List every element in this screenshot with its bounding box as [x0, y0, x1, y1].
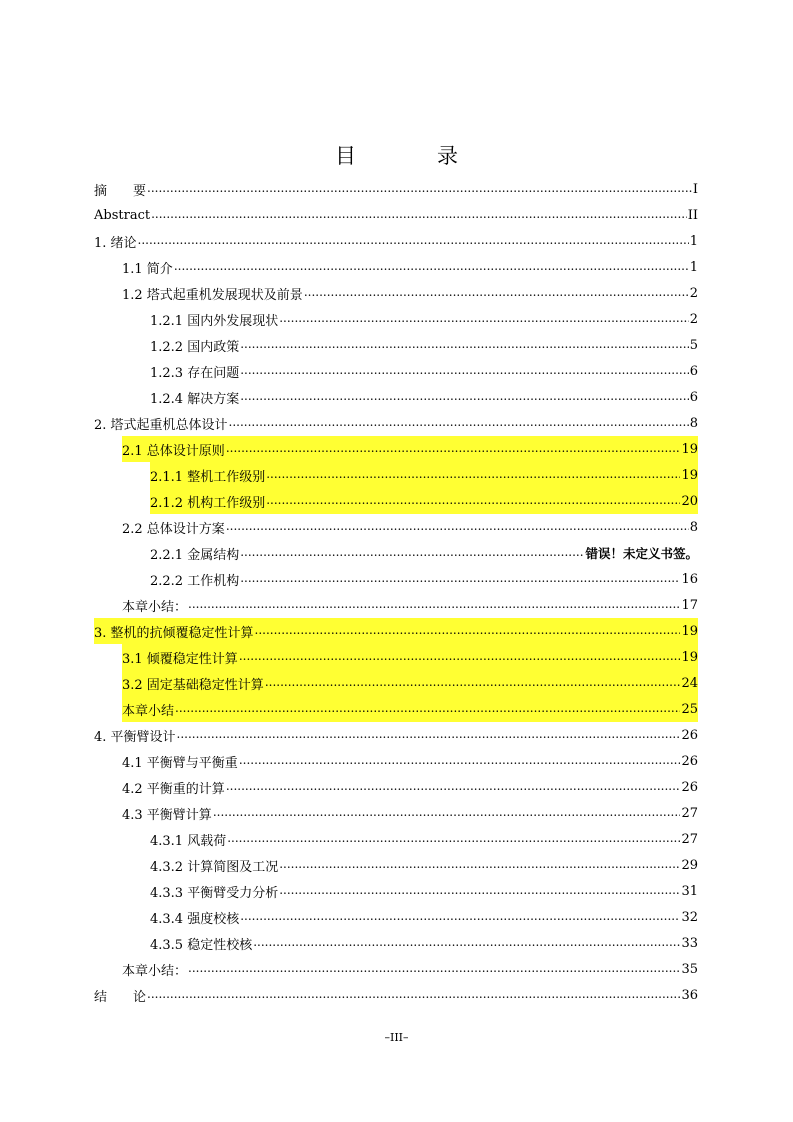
toc-entry-page: 32 — [681, 909, 698, 925]
toc-entry-page: 19 — [681, 441, 698, 457]
toc-entry-page: 24 — [681, 675, 698, 691]
toc-leader-dots — [226, 514, 689, 540]
toc-leader-dots — [226, 436, 681, 462]
toc-leader-dots — [239, 748, 681, 774]
toc-entry-page: 6 — [689, 389, 698, 405]
toc-leader-dots — [279, 852, 680, 878]
toc-entry-page: I — [692, 181, 698, 197]
toc-entry-page: 5 — [689, 337, 698, 353]
toc-entry-label: 4.3.2 计算简图及工况 — [150, 859, 279, 875]
toc-entry[interactable] — [150, 384, 698, 410]
toc-entry-page: 20 — [681, 493, 698, 509]
page-number: –III– — [384, 1031, 409, 1044]
toc-leader-dots — [266, 488, 680, 514]
toc-entry[interactable] — [94, 202, 698, 228]
toc-entry[interactable] — [150, 306, 698, 332]
toc-entry-label: 2. 塔式起重机总体设计 — [94, 417, 228, 433]
toc-entry[interactable] — [94, 618, 698, 644]
toc-entry-page: 26 — [681, 779, 698, 795]
toc-entry-page: 26 — [681, 727, 698, 743]
toc-leader-dots — [229, 410, 689, 436]
toc-leader-dots — [174, 254, 689, 280]
toc-entry-label: 4.3.4 强度校核 — [150, 911, 240, 927]
toc-entry-label: 4. 平衡臂设计 — [94, 729, 176, 745]
toc-entry-page: 2 — [689, 285, 698, 301]
toc-entry-page: 6 — [689, 363, 698, 379]
toc-entry[interactable] — [94, 982, 698, 1008]
toc-entry-page: 27 — [681, 831, 698, 847]
toc-entry-page: 19 — [681, 649, 698, 665]
toc-entry-label: 1.2.1 国内外发展现状 — [150, 313, 279, 329]
toc-entry-page: 8 — [689, 415, 698, 431]
toc-entry-label: 3.2 固定基础稳定性计算 — [122, 677, 264, 693]
toc-leader-dots — [240, 566, 680, 592]
toc-entry-label: 1.2.2 国内政策 — [150, 339, 240, 355]
toc-entry[interactable] — [122, 436, 698, 462]
toc-leader-dots — [240, 332, 689, 358]
toc-entry[interactable] — [150, 878, 698, 904]
toc-entry[interactable] — [94, 176, 698, 202]
toc-leader-dots — [240, 384, 689, 410]
toc-entry[interactable] — [122, 748, 698, 774]
toc-entry[interactable] — [150, 930, 698, 956]
toc-leader-dots — [240, 904, 680, 930]
toc-entry[interactable] — [122, 514, 698, 540]
toc-entry[interactable] — [122, 696, 698, 722]
toc-entry-label: 本章小结： — [122, 599, 188, 615]
toc-entry-page: 25 — [681, 701, 698, 717]
toc-entry[interactable] — [94, 410, 698, 436]
toc-entry[interactable] — [122, 644, 698, 670]
toc-entry-label: 3. 整机的抗倾覆稳定性计算 — [94, 625, 254, 641]
toc-entry[interactable] — [94, 722, 698, 748]
toc-entry-page: 27 — [681, 805, 698, 821]
toc-entry-page: 33 — [681, 935, 698, 951]
toc-leader-dots — [253, 930, 680, 956]
toc-entry-page: 36 — [681, 987, 698, 1003]
toc-leader-dots — [240, 358, 689, 384]
toc-leader-dots — [188, 592, 680, 618]
toc-entry-label: 1.2 塔式起重机发展现状及前景 — [122, 287, 303, 303]
toc-entry-page: 8 — [689, 519, 698, 535]
toc-entry[interactable] — [122, 592, 698, 618]
toc-entry-page: 35 — [681, 961, 698, 977]
toc-leader-dots — [240, 540, 584, 566]
toc-leader-dots — [265, 670, 681, 696]
toc-entry-label: 2.2.1 金属结构 — [150, 547, 240, 563]
toc-entry-label: 4.3.3 平衡臂受力分析 — [150, 885, 279, 901]
toc-entry[interactable] — [150, 488, 698, 514]
toc-entry-label: Abstract — [94, 207, 151, 223]
toc-entry-page: 1 — [689, 233, 698, 249]
toc-entry-label: 本章小结 — [122, 703, 175, 719]
toc-entry-label: 4.3.5 稳定性校核 — [150, 937, 253, 953]
toc-leader-dots — [188, 956, 680, 982]
toc-entry-label: 摘 要 — [94, 183, 147, 199]
toc-entry-label: 2.2.2 工作机构 — [150, 573, 240, 589]
toc-entry-label: 1.2.4 解决方案 — [150, 391, 240, 407]
toc-entry-label: 4.3 平衡臂计算 — [122, 807, 212, 823]
toc-entry-page: 19 — [681, 467, 698, 483]
toc-entry[interactable] — [94, 228, 698, 254]
toc-entry-label: 1.1 简介 — [122, 261, 173, 277]
toc-entry[interactable] — [150, 358, 698, 384]
toc-entry-page: 1 — [689, 259, 698, 275]
toc-leader-dots — [138, 228, 689, 254]
toc-entry[interactable] — [122, 956, 698, 982]
toc-entry[interactable] — [122, 800, 698, 826]
toc-entry-label: 4.1 平衡臂与平衡重 — [122, 755, 238, 771]
toc-entry-page: 17 — [681, 597, 698, 613]
toc-entry-label: 4.2 平衡重的计算 — [122, 781, 225, 797]
toc-leader-dots — [147, 982, 680, 1008]
toc-entry-page: II — [687, 207, 698, 223]
toc-entry[interactable] — [122, 254, 698, 280]
toc-entry-page: 2 — [689, 311, 698, 327]
toc-entry-label: 1. 绪论 — [94, 235, 137, 251]
toc-leader-dots — [175, 696, 680, 722]
toc-leader-dots — [227, 826, 680, 852]
toc-entry[interactable] — [150, 462, 698, 488]
toc-entry[interactable] — [122, 280, 698, 306]
toc-entry[interactable] — [150, 566, 698, 592]
toc-entry-label: 2.1.1 整机工作级别 — [150, 469, 266, 485]
toc-entry[interactable] — [122, 774, 698, 800]
toc-leader-dots — [177, 722, 681, 748]
toc-entry-label: 结 论 — [94, 989, 147, 1005]
toc-leader-dots — [304, 280, 689, 306]
toc-leader-dots — [151, 202, 687, 228]
toc-leader-dots — [213, 800, 681, 826]
toc-entry[interactable] — [150, 332, 698, 358]
toc-entry-label: 2.2 总体设计方案 — [122, 521, 225, 537]
toc-leader-dots — [147, 176, 692, 202]
toc-leader-dots — [279, 878, 680, 904]
toc-entry-error: 错误！未定义书签。 — [585, 546, 698, 561]
toc-entry-page: 31 — [681, 883, 698, 899]
toc-entry[interactable] — [150, 540, 698, 566]
toc-entry-page: 29 — [681, 857, 698, 873]
toc-entry-label: 本章小结： — [122, 963, 188, 979]
toc-entry-page: 16 — [681, 571, 698, 587]
toc-entry-label: 3.1 倾覆稳定性计算 — [122, 651, 238, 667]
toc-entry[interactable] — [122, 670, 698, 696]
toc-entry[interactable] — [150, 852, 698, 878]
toc-leader-dots — [279, 306, 689, 332]
page-title: 目 录 — [335, 144, 488, 168]
toc-leader-dots — [255, 618, 681, 644]
toc-entry-label: 1.2.3 存在问题 — [150, 365, 240, 381]
toc-leader-dots — [266, 462, 680, 488]
toc-leader-dots — [239, 644, 681, 670]
toc-entry-label: 2.1.2 机构工作级别 — [150, 495, 266, 511]
toc-entry[interactable] — [150, 904, 698, 930]
toc-leader-dots — [226, 774, 681, 800]
toc-entry-label: 4.3.1 风载荷 — [150, 833, 227, 849]
toc-entry-page: 19 — [681, 623, 698, 639]
toc-entry[interactable] — [150, 826, 698, 852]
toc-entry-page: 26 — [681, 753, 698, 769]
toc-entry-label: 2.1 总体设计原则 — [122, 443, 225, 459]
table-of-contents — [94, 176, 698, 1008]
